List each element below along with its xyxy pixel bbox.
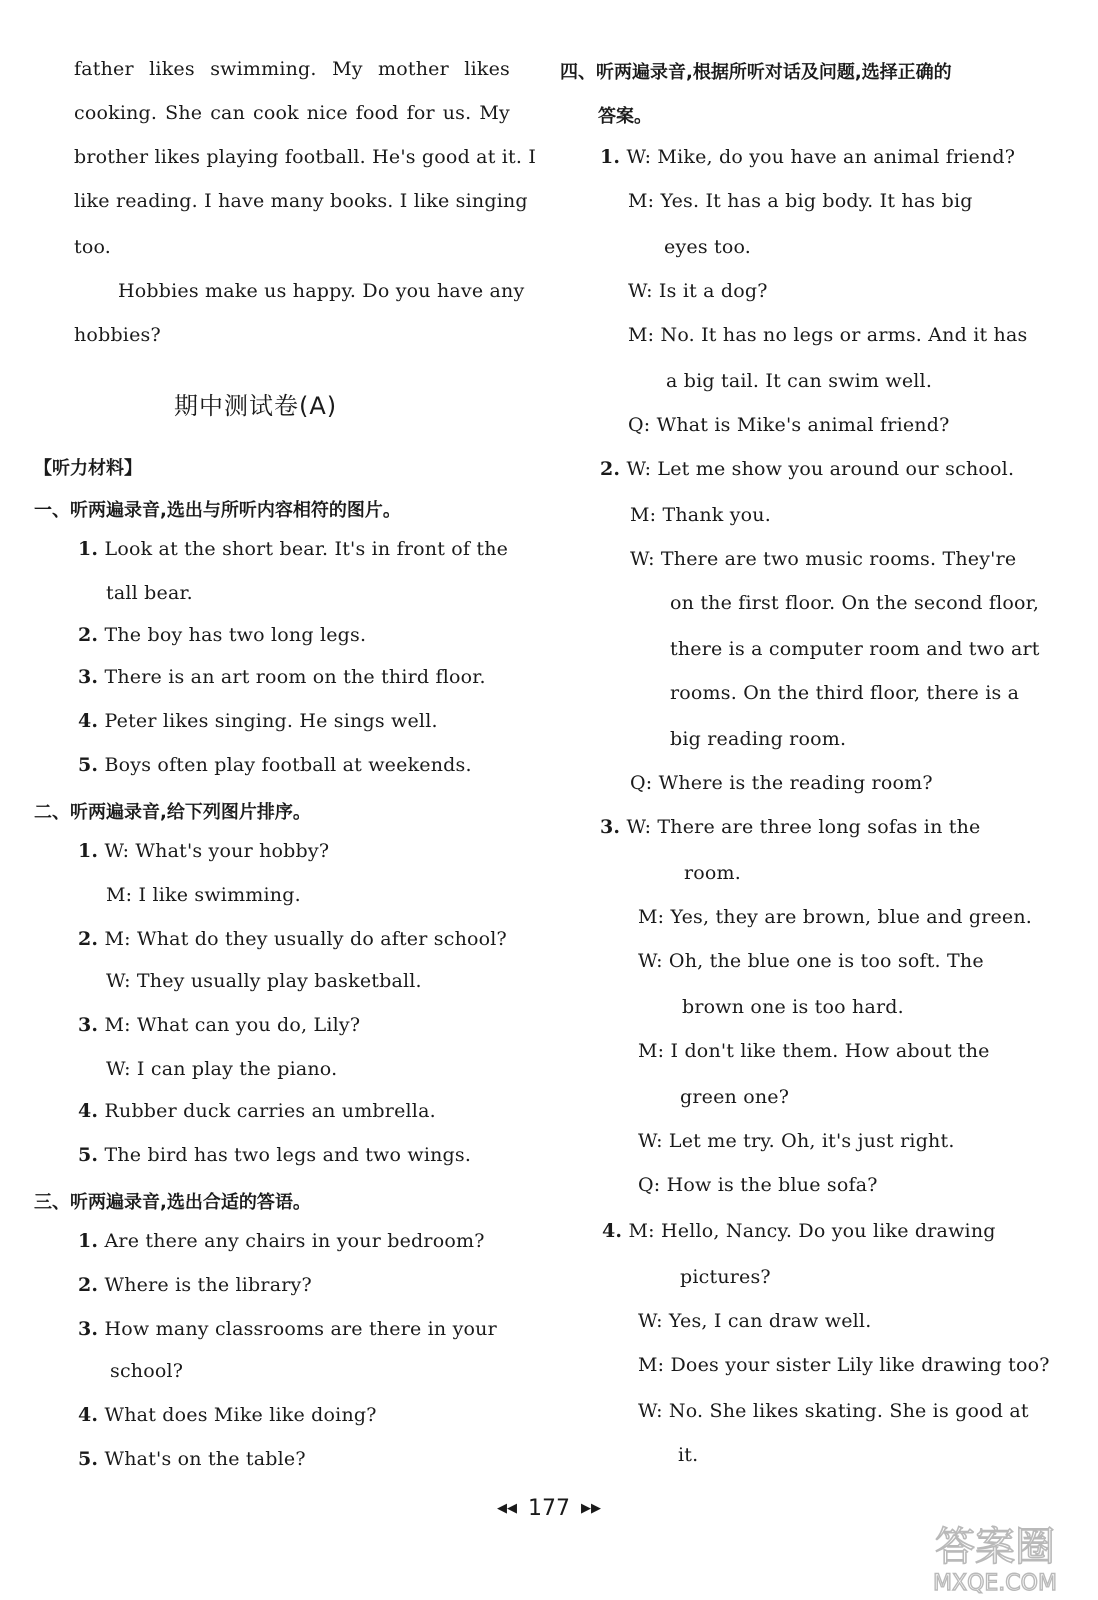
dialogue-line: on the first floor. On the second floor, xyxy=(670,592,1040,614)
dialogue-line: rooms. On the third floor, there is a xyxy=(670,682,1020,704)
page-number: 177 xyxy=(528,1496,570,1521)
list-item: 4. Rubber duck carries an umbrella. xyxy=(78,1100,436,1122)
dialogue-line: W: No. She likes skating. She is good at xyxy=(638,1400,1029,1422)
passage-line: like reading. I have many books. I like singing xyxy=(74,190,528,212)
section-heading: 四、听两遍录音,根据所听对话及问题,选择正确的 xyxy=(560,62,952,83)
next-arrows-icon: ▶▶ xyxy=(581,1501,601,1516)
exam-title: 期中测试卷(A) xyxy=(174,392,338,420)
dialogue-question: Q: Where is the reading room? xyxy=(630,772,933,794)
dialogue-line: green one? xyxy=(680,1086,790,1108)
list-item-cont: tall bear. xyxy=(106,582,193,604)
list-item-cont: M: I like swimming. xyxy=(106,884,301,906)
section-heading-cont: 答案。 xyxy=(598,106,652,127)
list-item: 4. Peter likes singing. He sings well. xyxy=(78,710,438,732)
passage-line: cooking. She can cook nice food for us. My xyxy=(74,102,510,124)
dialogue-line: M: Thank you. xyxy=(630,504,771,526)
dialogue-line: M: I don't like them. How about the xyxy=(638,1040,990,1062)
list-item: 2. M: What do they usually do after school? xyxy=(78,928,507,950)
dialogue-line: brown one is too hard. xyxy=(682,996,904,1018)
watermark-logo-text: 答案圈 xyxy=(935,1524,1055,1570)
list-item: 4. What does Mike like doing? xyxy=(78,1404,377,1426)
dialogue-line: 2. W: Let me show you around our school. xyxy=(600,458,1015,480)
passage-line: Hobbies make us happy. Do you have any xyxy=(118,280,525,302)
list-item: 5. The bird has two legs and two wings. xyxy=(78,1144,472,1166)
list-item: 3. M: What can you do, Lily? xyxy=(78,1014,361,1036)
prev-arrows-icon: ◀◀ xyxy=(497,1501,517,1516)
dialogue-line: 1. W: Mike, do you have an animal friend? xyxy=(600,146,1016,168)
list-item: 5. What's on the table? xyxy=(78,1448,306,1470)
list-item-cont: W: I can play the piano. xyxy=(106,1058,338,1080)
passage-line: hobbies? xyxy=(74,324,161,346)
dialogue-line: W: Yes, I can draw well. xyxy=(638,1310,872,1332)
dialogue-line: there is a computer room and two art xyxy=(670,638,1040,660)
list-item: 2. Where is the library? xyxy=(78,1274,312,1296)
dialogue-line: room. xyxy=(684,862,742,884)
dialogue-line: W: Is it a dog? xyxy=(628,280,768,302)
dialogue-line: eyes too. xyxy=(664,236,752,258)
watermark-url-text: MXQE.COM xyxy=(933,1571,1057,1596)
dialogue-line: big reading room. xyxy=(670,728,847,750)
passage-line: brother likes playing football. He's good at it. I xyxy=(74,146,537,168)
dialogue-line: 4. M: Hello, Nancy. Do you like drawing xyxy=(602,1220,996,1242)
passage-line: father likes swimming. My mother likes xyxy=(74,58,510,80)
dialogue-line: pictures? xyxy=(680,1266,771,1288)
dialogue-line: it. xyxy=(678,1444,699,1466)
passage-line: too. xyxy=(74,236,112,258)
list-item: 1. Look at the short bear. It's in front of the xyxy=(78,538,509,560)
material-label: 【听力材料】 xyxy=(34,458,142,479)
list-item: 2. The boy has two long legs. xyxy=(78,624,367,646)
dialogue-line: M: Does your sister Lily like drawing too? xyxy=(638,1354,1050,1376)
dialogue-line: M: Yes, they are brown, blue and green. xyxy=(638,906,1033,928)
list-item-cont: school? xyxy=(110,1360,184,1382)
section-heading: 一、听两遍录音,选出与所听内容相符的图片。 xyxy=(34,500,401,521)
dialogue-line: a big tail. It can swim well. xyxy=(666,370,933,392)
dialogue-line: M: Yes. It has a big body. It has big xyxy=(628,190,973,212)
dialogue-line: W: Let me try. Oh, it's just right. xyxy=(638,1130,955,1152)
section-heading: 二、听两遍录音,给下列图片排序。 xyxy=(34,802,311,823)
list-item: 1. Are there any chairs in your bedroom? xyxy=(78,1230,485,1252)
section-heading: 三、听两遍录音,选出合适的答语。 xyxy=(34,1192,311,1213)
dialogue-line: M: No. It has no legs or arms. And it has xyxy=(628,324,1028,346)
dialogue-line: 3. W: There are three long sofas in the xyxy=(600,816,981,838)
list-item: 3. There is an art room on the third floor. xyxy=(78,666,486,688)
list-item-cont: W: They usually play basketball. xyxy=(106,970,422,992)
dialogue-question: Q: What is Mike's animal friend? xyxy=(628,414,950,436)
dialogue-line: W: There are two music rooms. They're xyxy=(630,548,1017,570)
watermark-logo xyxy=(900,1516,1090,1596)
dialogue-line: W: Oh, the blue one is too soft. The xyxy=(638,950,984,972)
list-item: 3. How many classrooms are there in your xyxy=(78,1318,497,1340)
list-item: 5. Boys often play football at weekends. xyxy=(78,754,472,776)
dialogue-question: Q: How is the blue sofa? xyxy=(638,1174,878,1196)
list-item: 1. W: What's your hobby? xyxy=(78,840,330,862)
